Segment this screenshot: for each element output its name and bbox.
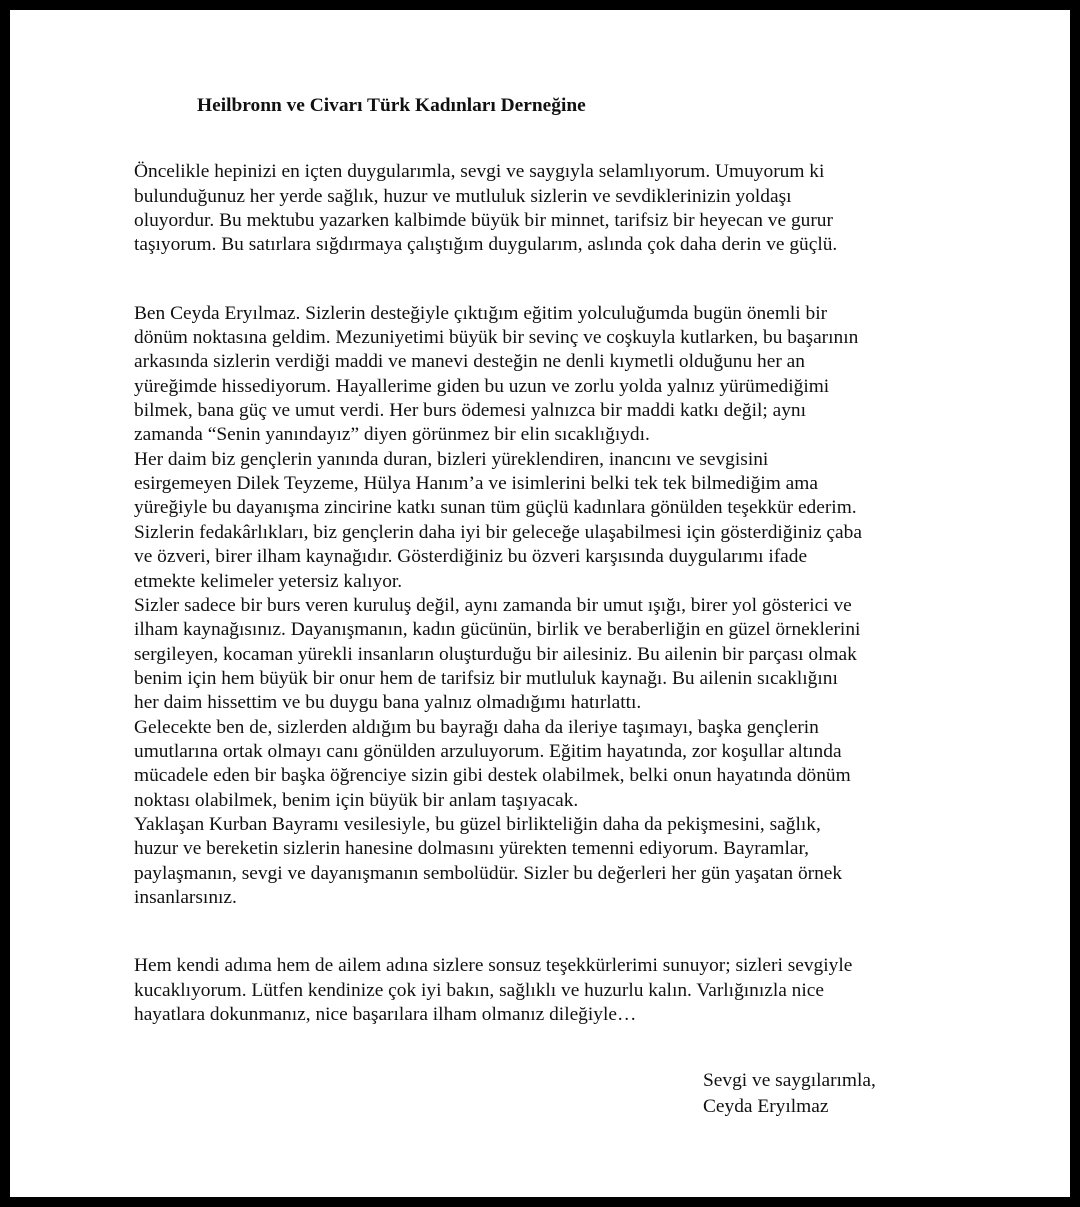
text-line: Ben Ceyda Eryılmaz. Sizlerin desteğiyle çıktığım eğitim yolculuğumda bugün önemli bir (134, 302, 828, 324)
text-line: paylaşmanın, sevgi ve dayanışmanın sembolüdür. Sizler bu değerleri her gün yaşatan örnek (134, 862, 843, 884)
text-line: zamanda “Senin yanındayız” diyen görünmez bir elin sıcaklığıydı. (134, 424, 650, 446)
text-line: huzur ve bereketin sizlerin hanesine dolmasını yürekten temenni ediyorum. Bayramlar, (134, 838, 809, 860)
paragraph-greeting (134, 160, 964, 257)
text-line: etmekte kelimeler yetersiz kalıyor. (134, 570, 403, 592)
text-line: her daim hissettim ve bu duygu bana yalnız olmadığımı hatırlattı. (134, 692, 642, 714)
text-line: Öncelikle hepinizi en içten duygularımla, sevgi ve saygıyla selamlıyorum. Umuyorum ki (134, 161, 825, 183)
text-line: taşıyorum. Bu satırlara sığdırmaya çalıştığım duygularım, aslında çok daha derin ve güçlü. (134, 234, 838, 256)
text-line: dönüm noktasına geldim. Mezuniyetimi büyük bir sevinç ve coşkuyla kutlarken, bu başarının (134, 327, 859, 349)
text-line: Yaklaşan Kurban Bayramı vesilesiyle, bu güzel birlikteliğin daha da pekişmesini, sağlık, (134, 813, 821, 835)
text-line: Her daim biz gençlerin yanında duran, bizleri yüreklendiren, inancını ve sevgisini (134, 448, 769, 470)
text-line: yüreğimde hissediyorum. Hayallerime giden bu uzun ve zorlu yolda yalnız yürümediğimi (134, 375, 830, 397)
letter-page (10, 10, 1070, 1197)
text-line: Hem kendi adıma hem de ailem adına sizlere sonsuz teşekkürlerimi sunuyor; sizleri sevgiyle (134, 955, 853, 977)
text-line: esirgemeyen Dilek Teyzeme, Hülya Hanım’a ve isimlerini belki tek tek bilmediğim ama (134, 473, 818, 495)
text-line: ve özveri, birer ilham kaynağıdır. Gösterdiğiniz bu özveri karşısında duygularımı ifade (134, 546, 808, 568)
closing-salutation: Sevgi ve saygılarımla, (703, 1070, 876, 1091)
text-line: yüreğiyle bu dayanışma zincirine katkı sunan tüm güçlü kadınlara gönülden teşekkür ederim. (134, 497, 857, 519)
text-line: noktası olabilmek, benim için büyük bir anlam taşıyacak. (134, 789, 579, 811)
text-line: Sizlerin fedakârlıkları, biz gençlerin daha iyi bir geleceğe ulaşabilmesi için gösterdiğiniz çaba (134, 521, 862, 543)
text-line: mücadele eden bir başka öğrenciye sizin gibi destek olabilmek, belki onun hayatında dönüm (134, 765, 851, 787)
paragraph-thanks (134, 954, 964, 1027)
text-line: sergileyen, kocaman yürekli insanların oluşturduğu bir ailesiniz. Bu ailenin bir parçası olmak (134, 643, 857, 665)
paragraph-main (134, 302, 964, 911)
text-line: arkasında sizlerin verdiği maddi ve manevi desteğin ne denli kıymetli olduğunu her an (134, 351, 805, 373)
text-line: umutlarına ortak olmayı canı gönülden arzuluyorum. Eğitim hayatında, zor koşullar altında (134, 740, 842, 762)
text-line: ilham kaynağısınız. Dayanışmanın, kadın gücünün, birlik ve beraberliğin en güzel örneklerini (134, 619, 861, 641)
text-line: hayatlara dokunmanız, nice başarılara ilham olmanız dileğiyle… (134, 1004, 637, 1025)
signature-name: Ceyda Eryılmaz (703, 1096, 829, 1117)
letter-closing (703, 1068, 876, 1120)
text-line: kucaklıyorum. Lütfen kendinize çok iyi bakın, sağlıklı ve huzurlu kalın. Varlığınızla nice (134, 979, 824, 1001)
letter-body (134, 94, 964, 1027)
text-line: benim için hem büyük bir onur hem de tarifsiz bir mutluluk kaynağı. Bu ailenin sıcaklığını (134, 667, 838, 689)
text-line: bulunduğunuz her yerde sağlık, huzur ve mutluluk sizlerin ve sevdiklerinizin yoldaşı (134, 185, 792, 207)
letter-title: Heilbronn ve Civarı Türk Kadınları Derneğine (197, 95, 586, 116)
text-line: oluyordur. Bu mektubu yazarken kalbimde büyük bir minnet, tarifsiz bir heyecan ve gurur (134, 210, 833, 232)
text-line: Gelecekte ben de, sizlerden aldığım bu bayrağı daha da ileriye taşımayı, başka gençlerin (134, 716, 819, 738)
text-line: bilmek, bana güç ve umut verdi. Her burs ödemesi yalnızca bir maddi katkı değil; aynı (134, 400, 807, 422)
text-line: insanlarsınız. (134, 886, 237, 908)
text-line: Sizler sadece bir burs veren kuruluş değil, aynı zamanda bir umut ışığı, birer yol gösterici ve (134, 594, 852, 616)
